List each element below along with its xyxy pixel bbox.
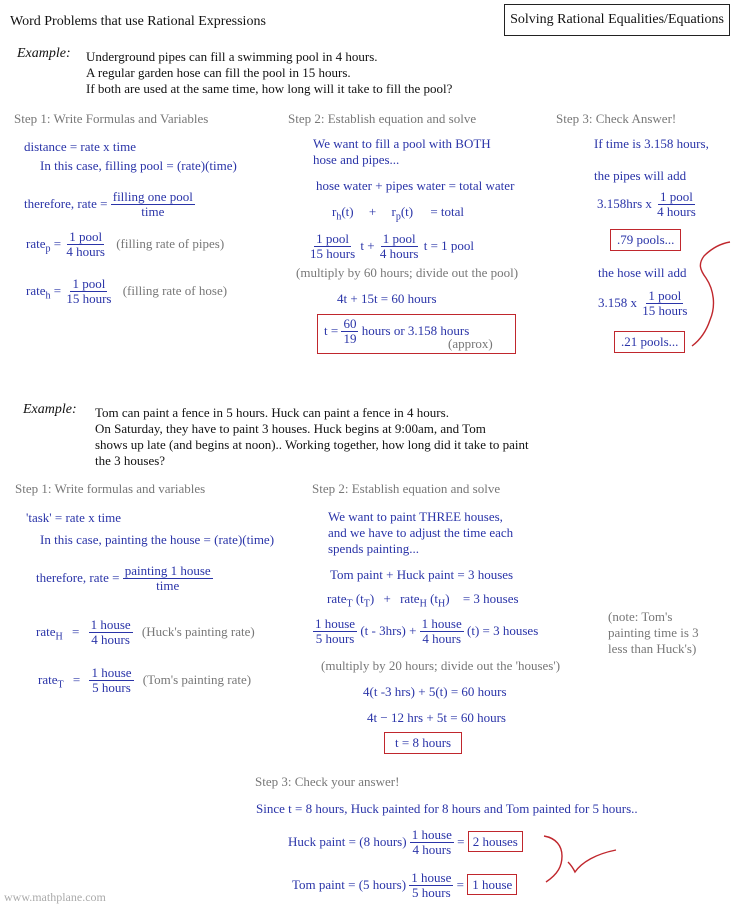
numerator: filling one pool: [112, 189, 193, 204]
term: t = 1 pool: [423, 237, 475, 253]
check-product: [598, 289, 689, 319]
multiply-note: (multiply by 20 hours; divide out the 'houses'): [321, 658, 561, 673]
since-line: Since t = 8 hours, Huck painted for 8 hours and Tom painted for 5 hours..: [256, 801, 638, 816]
step-title: Step 3: Check Answer!: [556, 111, 677, 126]
fraction: [313, 617, 357, 647]
multiplier: 3.158hrs x: [597, 195, 652, 211]
case-line: In this case, painting the house = (rate)(time): [40, 532, 275, 547]
plus: +: [368, 204, 377, 219]
problem-line: If both are used at the same time, how long will it take to fill the pool?: [86, 81, 453, 96]
denominator: 15 hours: [310, 246, 356, 262]
huck-check: [288, 828, 523, 858]
denominator: 4 hours: [379, 246, 419, 262]
intro-line: and we have to adjust the time each: [328, 525, 514, 540]
t: (t): [341, 204, 354, 219]
denominator: 15 hours: [66, 291, 112, 307]
rate-equation: [24, 190, 195, 220]
result-box: .21 pools...: [614, 331, 685, 353]
fraction: [409, 871, 453, 901]
rate-tom: [38, 666, 251, 696]
term: t +: [360, 237, 375, 253]
r: r: [391, 204, 396, 219]
denominator: 19: [343, 331, 357, 347]
denominator: 4 hours: [66, 244, 105, 260]
check-line: If time is 3.158 hours,: [594, 136, 709, 151]
equals: =: [456, 876, 464, 892]
rate-equation: [327, 591, 519, 611]
equals: =: [71, 623, 80, 639]
rate-equation: [36, 564, 213, 594]
fraction-equation: [308, 232, 474, 262]
case-line: In this case, filling pool = (rate)(time): [40, 158, 237, 173]
subscript: H: [438, 598, 446, 610]
subscript: p: [45, 243, 51, 255]
word-equation: Tom paint + Huck paint = 3 houses: [330, 567, 514, 582]
problem-line: A regular garden hose can fill the pool in 15 hours.: [86, 65, 351, 80]
check-product: [597, 190, 698, 220]
fraction: [341, 317, 358, 347]
denominator: 5 hours: [412, 885, 451, 901]
check-line: the hose will add: [598, 265, 687, 280]
check-mark: [542, 832, 622, 890]
rate-equation: [332, 204, 464, 224]
denominator: 4 hours: [412, 842, 452, 858]
equals: =: [53, 235, 62, 251]
check-line: the pipes will add: [594, 168, 687, 183]
subscript: h: [45, 290, 51, 302]
formula: 'task' = rate x time: [26, 510, 122, 525]
equation-line: 4(t -3 hrs) + 5(t) = 60 hours: [363, 684, 507, 699]
label: Huck paint = (8 hours): [288, 833, 407, 849]
problem-line: Tom can paint a fence in 5 hours. Huck can paint a fence in 4 hours.: [95, 405, 449, 420]
numerator: 1 pool: [660, 189, 693, 204]
step-title: Step 2: Establish equation and solve: [288, 111, 477, 126]
paren: ): [445, 591, 450, 606]
result-box: .79 pools...: [610, 229, 681, 251]
problem-line: Underground pipes can fill a swimming pool in 4 hours.: [86, 49, 378, 64]
numerator: 1 house: [90, 617, 131, 632]
numerator: 1 pool: [72, 276, 106, 291]
numerator: 1 house: [411, 870, 452, 885]
denominator: time: [141, 204, 165, 220]
denominator: 15 hours: [642, 303, 688, 319]
fraction: [308, 232, 357, 262]
numerator: painting 1 house: [124, 563, 211, 578]
subscript: h: [336, 211, 342, 223]
numerator: 60: [343, 316, 357, 331]
t: (t: [430, 591, 439, 606]
fraction: [640, 289, 689, 319]
watermark: www.mathplane.com: [4, 890, 106, 904]
t-equals: t =: [324, 322, 339, 338]
numerator: 1 pool: [316, 231, 349, 246]
term: (t) = 3 houses: [467, 622, 539, 638]
step-title: Step 1: Write formulas and variables: [15, 481, 206, 496]
formula: distance = rate x time: [24, 139, 137, 154]
subscript: T: [57, 679, 64, 691]
intro-line: We want to fill a pool with BOTH: [313, 136, 491, 151]
fraction: [89, 666, 133, 696]
fraction-equation: [313, 617, 538, 647]
note: (Huck's painting rate): [141, 623, 255, 639]
rate-label: rate: [26, 282, 46, 298]
multiplier: 3.158 x: [598, 294, 637, 310]
problem-line: the 3 houses?: [95, 453, 166, 468]
numerator: 1 house: [91, 665, 132, 680]
fraction: [378, 232, 421, 262]
numerator: 1 pool: [382, 231, 416, 246]
rate-label: rate: [36, 623, 56, 639]
note: (Tom's painting rate): [142, 671, 252, 687]
rate-huck: [36, 618, 255, 648]
equals: =: [72, 671, 81, 687]
subscript: T: [363, 598, 370, 610]
subscript: p: [395, 211, 401, 223]
r: r: [332, 204, 337, 219]
total: = total: [430, 204, 465, 219]
equation-line: 4t − 12 hrs + 5t = 60 hours: [367, 710, 506, 725]
denominator: 4 hours: [422, 631, 462, 647]
fraction: [111, 190, 195, 220]
problem-line: shows up late (and begins at noon).. Working together, how long did it take to paint: [95, 437, 529, 452]
denominator: time: [156, 578, 180, 594]
bracket-mark: [690, 236, 736, 356]
subscript: T: [346, 598, 353, 610]
denominator: 5 hours: [315, 631, 355, 647]
rate-pipes: [26, 230, 224, 260]
result-box: 2 houses: [468, 831, 523, 852]
t: (t): [400, 204, 414, 219]
intro-line: spends painting...: [328, 541, 419, 556]
fraction: [420, 617, 464, 647]
fraction: [64, 230, 107, 260]
equals: =: [53, 282, 62, 298]
total: = 3 houses: [462, 591, 519, 606]
approx-note: (approx): [448, 336, 493, 351]
numerator: 1 house: [421, 616, 462, 631]
term: (t - 3hrs) +: [360, 622, 417, 638]
rate-label: rate: [38, 671, 58, 687]
denominator: 4 hours: [657, 204, 696, 220]
equals: =: [457, 833, 465, 849]
note-line: painting time is 3: [608, 625, 699, 640]
answer-text: hours or 3.158 hours: [361, 322, 470, 338]
rate-label: rate: [26, 235, 46, 251]
denominator: 5 hours: [92, 680, 131, 696]
plus: +: [383, 591, 391, 606]
denominator: 4 hours: [91, 632, 130, 648]
rate-label: rate: [327, 591, 347, 606]
intro-line: hose and pipes...: [313, 152, 400, 167]
problem-line: On Saturday, they have to paint 3 houses. Huck begins at 9:00am, and Tom: [95, 421, 486, 436]
multiply-note: (multiply by 60 hours; divide out the pool): [296, 265, 519, 280]
step-title: Step 2: Establish equation and solve: [312, 481, 501, 496]
page-title: Word Problems that use Rational Expressions: [10, 14, 266, 29]
rate-hose: [26, 277, 227, 307]
result-box: 1 house: [467, 874, 517, 895]
note: (filling rate of hose): [122, 282, 228, 298]
therefore-label: therefore, rate =: [24, 195, 108, 211]
label: Tom paint = (5 hours): [292, 876, 407, 892]
subscript: H: [55, 631, 63, 643]
numerator: 1 pool: [69, 229, 103, 244]
answer-box: t = 8 hours: [384, 732, 462, 754]
fraction: [655, 190, 698, 220]
fraction: [123, 564, 213, 594]
example-label: Example:: [23, 402, 77, 417]
word-equation: hose water + pipes water = total water: [316, 178, 515, 193]
paren: ): [369, 591, 375, 606]
numerator: 1 house: [411, 827, 452, 842]
therefore-label: therefore, rate =: [36, 569, 120, 585]
numerator: 1 pool: [648, 288, 682, 303]
topic-box: Solving Rational Equalities/Equations: [504, 4, 730, 36]
subscript: H: [419, 598, 427, 610]
note-line: (note: Tom's: [608, 609, 673, 624]
linear-equation: 4t + 15t = 60 hours: [337, 291, 437, 306]
numerator: 1 house: [315, 616, 356, 631]
step-title: Step 1: Write Formulas and Variables: [14, 111, 209, 126]
example-label: Example:: [17, 46, 71, 61]
t: (t: [355, 591, 364, 606]
fraction: [64, 277, 113, 307]
fraction: [89, 618, 133, 648]
note-line: less than Huck's): [608, 641, 697, 656]
note: (filling rate of pipes): [116, 235, 225, 251]
tom-check: [292, 871, 517, 901]
fraction: [410, 828, 454, 858]
intro-line: We want to paint THREE houses,: [328, 509, 503, 524]
rate-label: rate: [400, 591, 420, 606]
step-title: Step 3: Check your answer!: [255, 774, 400, 789]
